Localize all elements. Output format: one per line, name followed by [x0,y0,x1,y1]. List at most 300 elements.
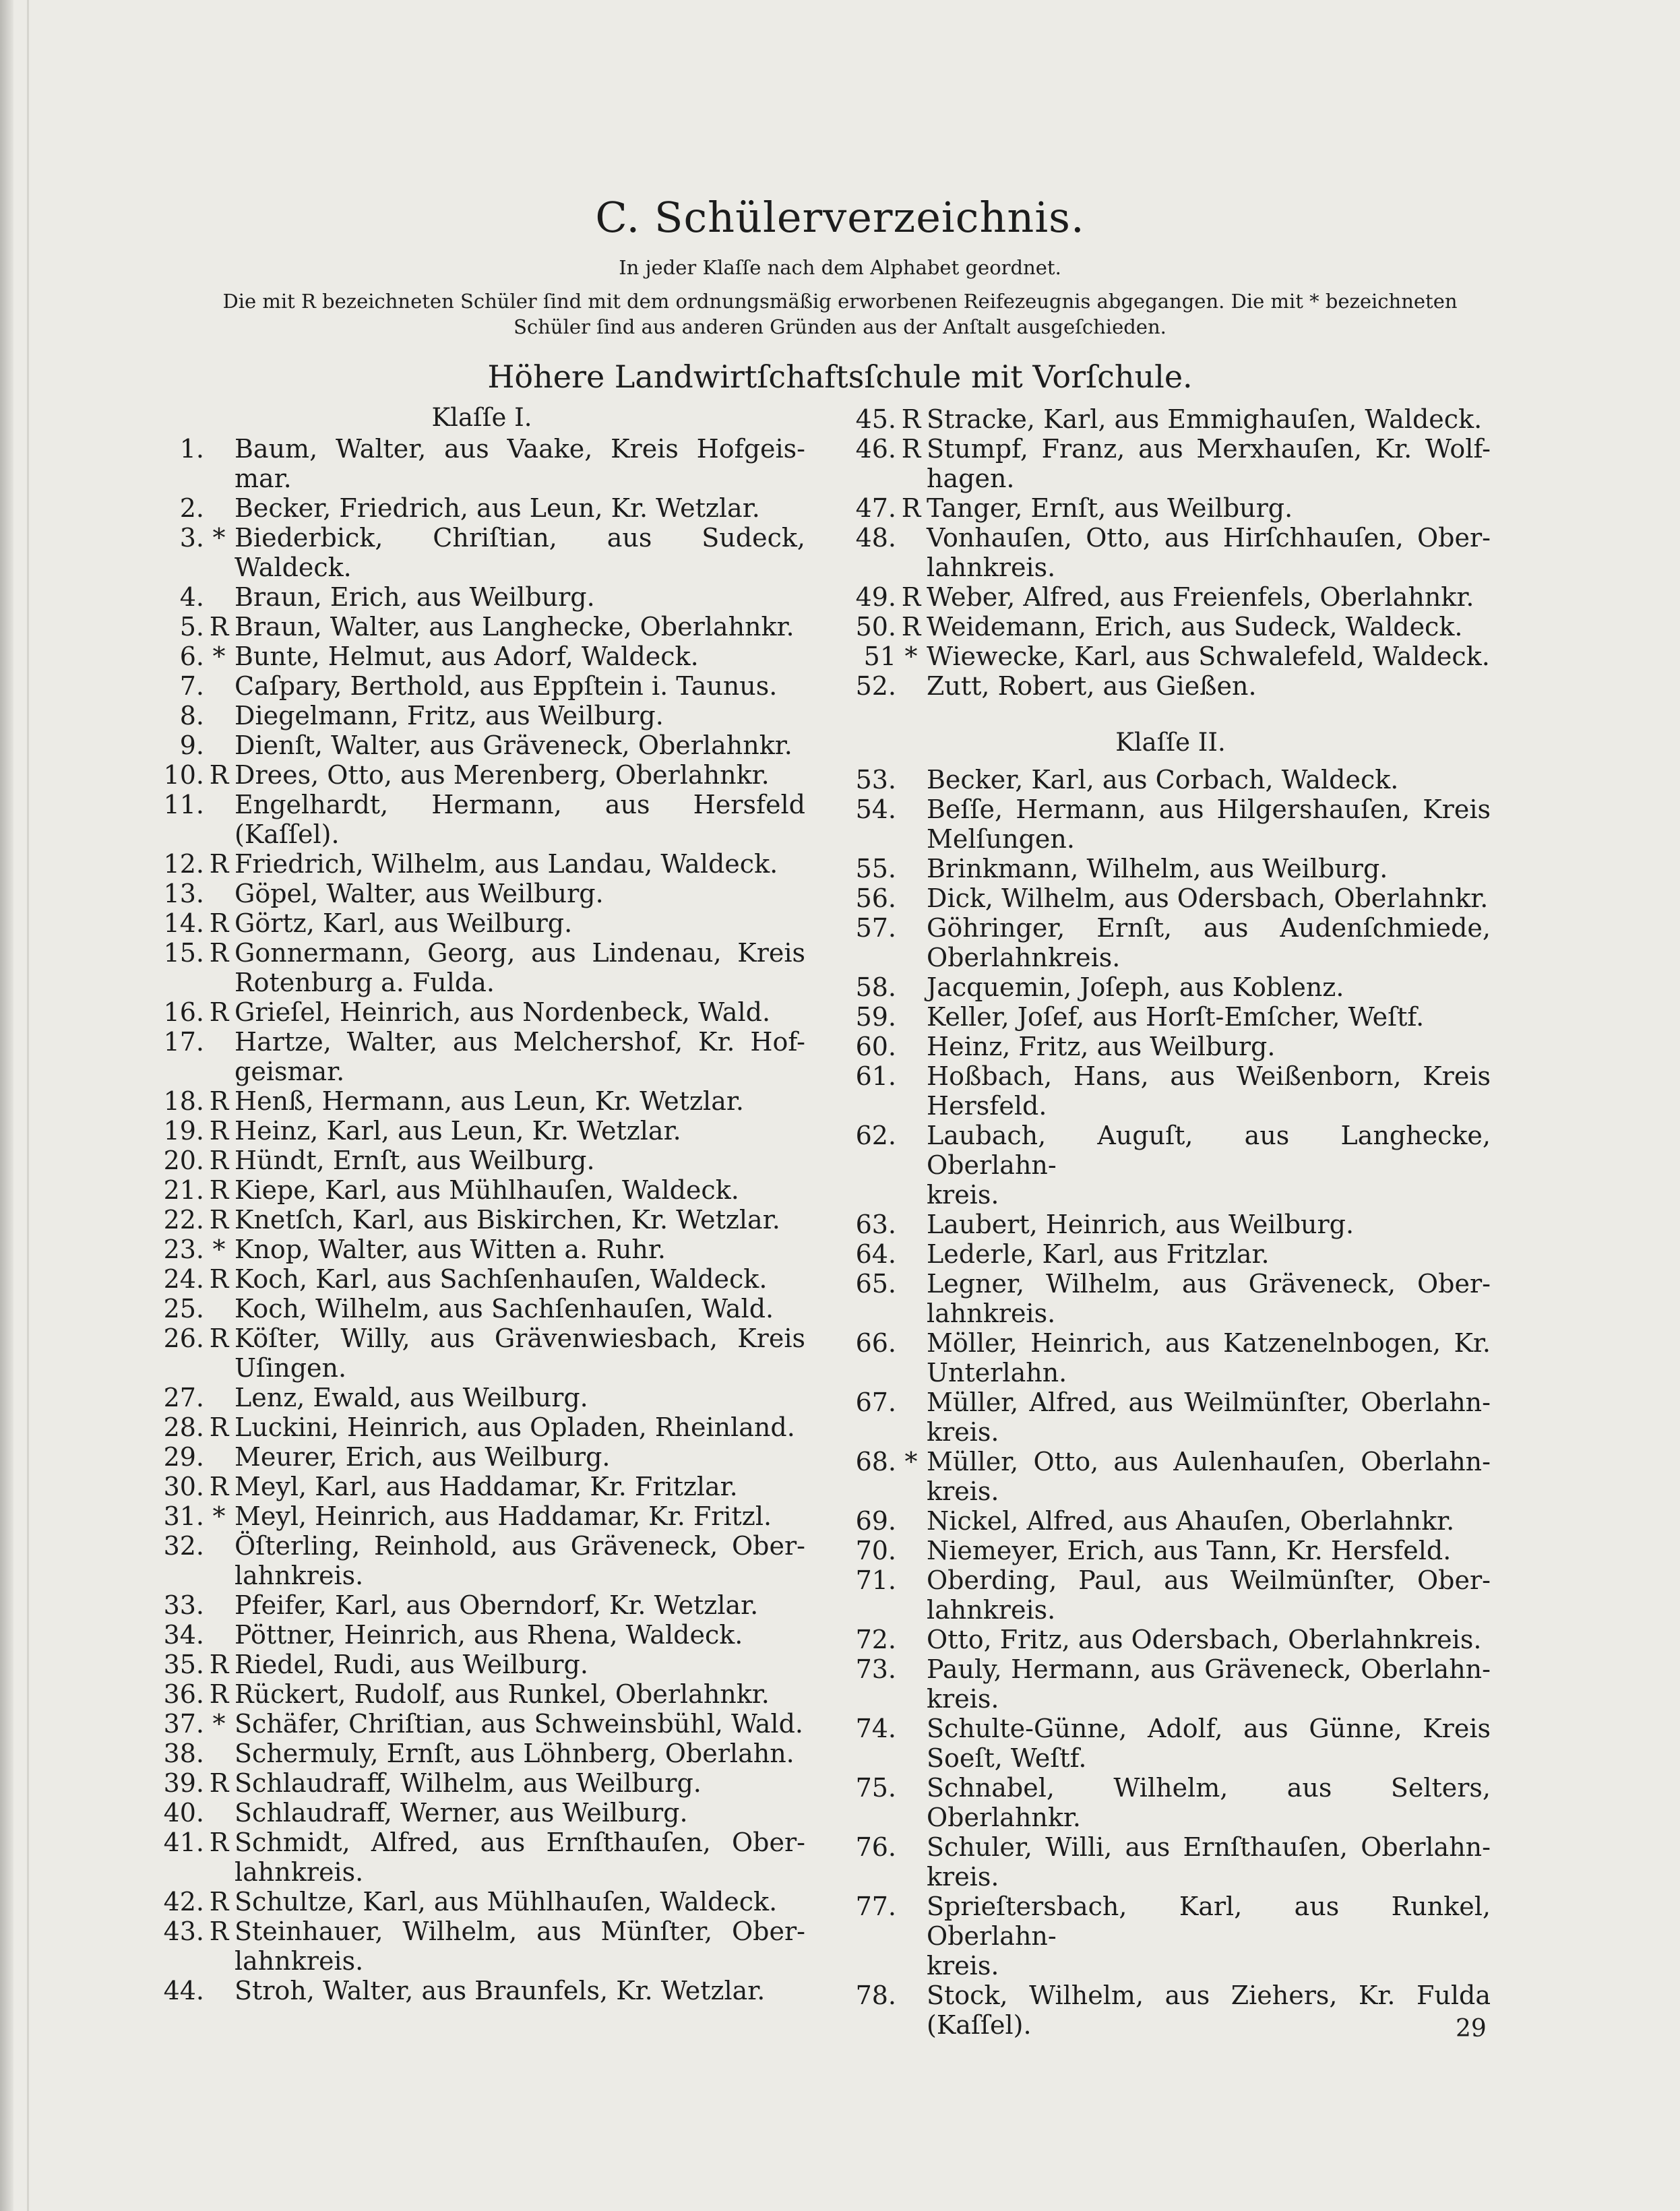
entry-number: 30. [163,1472,204,1501]
entry-text: Schäfer, Chriſtian, aus Schweinsbühl, Wald. [235,1709,803,1739]
entry-text: Brinkmann, Wilhelm, aus Weilburg. [927,854,1388,883]
entry-mark: R [209,1650,229,1679]
list-item [158,1086,805,1116]
entry-text: Knop, Walter, aus Witten a. Ruhr. [235,1235,666,1264]
entry-number: 78. [855,1981,896,2010]
entry-text: Vonhauſen, Otto, aus Hirſchhauſen, Ober- [927,523,1491,553]
entry-number: 76. [855,1832,896,1862]
entry-text: Knetſch, Karl, aus Biskirchen, Kr. Wetzlar. [235,1205,780,1235]
entry-text: Friedrich, Wilhelm, aus Landau, Waldeck. [235,849,778,879]
entry-continuation: lahnkreis. [927,1299,1056,1328]
entry-number: 38. [163,1739,204,1768]
entry-number: 75. [855,1773,896,1803]
entry-text: Luckini, Heinrich, aus Opladen, Rheinland. [235,1412,795,1442]
entry-text: Engelhardt, Hermann, aus Hersfeld (Kaſſel). [235,790,805,849]
list-item [158,1620,805,1650]
list-item [850,1328,1491,1388]
list-item [850,795,1491,854]
entry-mark: * [212,1501,226,1531]
entry-mark: R [209,1264,229,1294]
list-item [158,1383,805,1412]
entry-number: 63. [855,1210,896,1239]
entry-number: 69. [855,1506,896,1536]
list-item [158,1146,805,1175]
list-item [158,938,805,997]
entry-number: 18. [163,1086,204,1116]
entry-mark: R [209,1116,229,1146]
list-item [850,1506,1491,1536]
entry-text: Riedel, Rudi, aus Weilburg. [235,1650,588,1679]
entry-text: Schultze, Karl, aus Mühlhauſen, Waldeck. [235,1887,778,1917]
list-item [158,730,805,760]
entry-text: Gonnermann, Georg, aus Lindenau, Kreis [235,938,805,968]
entry-text: Göpel, Walter, aus Weilburg. [235,879,604,908]
list-item [158,1828,805,1887]
entry-text: Dienſt, Walter, aus Gräveneck, Oberlahnkr. [235,730,792,760]
entry-mark: * [904,1447,918,1476]
entry-text: Lenz, Ewald, aus Weilburg. [235,1383,588,1412]
entry-number: 77. [855,1892,896,1921]
entry-number: 39. [163,1768,204,1798]
list-item [158,493,805,523]
entry-number: 19. [163,1116,204,1146]
entry-continuation: kreis. [927,1862,999,1892]
list-item [850,493,1491,523]
entry-mark: R [209,1917,229,1946]
entry-text: Laubert, Heinrich, aus Weilburg. [927,1210,1355,1239]
right-column-klasse-2 [850,765,1491,2040]
entry-number: 29. [163,1442,204,1472]
entry-number: 41. [163,1828,204,1857]
list-item [158,1739,805,1768]
entry-number: 59. [855,1002,896,1032]
entry-mark: R [209,849,229,879]
entry-text: Rückert, Rudolf, aus Runkel, Oberlahnkr. [235,1679,770,1709]
entry-text: Pauly, Hermann, aus Gräveneck, Oberlahn- [927,1654,1491,1684]
entry-number: 23. [163,1235,204,1264]
entry-mark: R [209,1828,229,1857]
entry-number: 60. [855,1032,896,1061]
entry-text: Görtz, Karl, aus Weilburg. [235,908,573,938]
list-item [158,1887,805,1917]
list-item [158,612,805,642]
entry-text: Hoßbach, Hans, aus Weißenborn, Kreis [927,1061,1491,1091]
list-item [850,972,1491,1002]
entry-text: Jacquemin, Joſeph, aus Koblenz. [927,972,1344,1002]
entry-mark: * [212,642,226,671]
entry-mark: * [212,523,226,553]
entry-number: 51 [863,642,896,671]
entry-text: Biederbick, Chriſtian, aus Sudeck, Waldeck. [235,523,805,582]
entry-number: 33. [163,1590,204,1620]
entry-mark: R [209,997,229,1027]
entry-mark: R [209,1679,229,1709]
entry-text: Braun, Erich, aus Weilburg. [235,582,595,612]
entry-number: 53. [855,765,896,795]
entry-number: 74. [855,1714,896,1743]
entry-text: Koch, Wilhelm, aus Sachſenhauſen, Wald. [235,1294,774,1324]
entry-number: 48. [855,523,896,553]
entry-text: Pfeifer, Karl, aus Oberndorf, Kr. Wetzlar. [235,1590,759,1620]
entry-number: 45. [855,404,896,434]
entry-number: 49. [855,582,896,612]
list-item [850,1832,1491,1892]
entry-number: 71. [855,1565,896,1595]
entry-number: 4. [179,582,204,612]
list-item [158,642,805,671]
list-item [158,1116,805,1146]
entry-continuation: Hersfeld. [927,1091,1047,1121]
entry-text: Becker, Friedrich, aus Leun, Kr. Wetzlar. [235,493,760,523]
entry-mark: R [901,582,921,612]
entry-mark: R [209,1887,229,1917]
list-item [158,1679,805,1709]
left-column [158,434,805,2005]
list-item [850,671,1491,701]
entry-mark: R [901,404,921,434]
entry-number: 10. [163,760,204,790]
entry-continuation: lahnkreis. [235,1946,364,1976]
list-item [850,523,1491,582]
list-item [158,1442,805,1472]
list-item [158,879,805,908]
entry-number: 54. [855,795,896,824]
entry-number: 7. [179,671,204,701]
entry-text: Becker, Karl, aus Corbach, Waldeck. [927,765,1399,795]
list-item [158,1412,805,1442]
entry-text: Zutt, Robert, aus Gießen. [927,671,1257,701]
entry-number: 14. [163,908,204,938]
entry-text: Hartze, Walter, aus Melchershof, Kr. Hof- [235,1027,805,1057]
list-item [850,1269,1491,1328]
intro-line-1: In jeder Klaſſe nach dem Alphabet geordnet. [619,256,1061,279]
entry-text: Weidemann, Erich, aus Sudeck, Waldeck. [927,612,1463,642]
entry-number: 57. [855,913,896,943]
entry-number: 35. [163,1650,204,1679]
entry-text: Dick, Wilhelm, aus Odersbach, Oberlahnkr. [927,883,1489,913]
entry-number: 15. [163,938,204,968]
entry-continuation: lahnkreis. [927,1595,1056,1625]
entry-number: 12. [163,849,204,879]
list-item [850,1773,1491,1832]
entry-mark: R [209,1205,229,1235]
entry-number: 27. [163,1383,204,1412]
entry-text: Meyl, Karl, aus Haddamar, Kr. Fritzlar. [235,1472,738,1501]
entry-text: Baum, Walter, aus Vaake, Kreis Hofgeis- [235,434,805,464]
entry-text: Möller, Heinrich, aus Katzenelnbogen, Kr. [927,1328,1491,1358]
entry-mark: R [209,1086,229,1116]
list-item [850,1565,1491,1625]
entry-continuation: Uſingen. [235,1353,347,1383]
entry-mark: R [901,434,921,464]
list-item [850,1388,1491,1447]
entry-text: Stumpf, Franz, aus Merxhauſen, Kr. Wolf- [927,434,1491,464]
list-item [850,913,1491,972]
entry-mark: * [904,642,918,671]
entry-mark: R [209,1768,229,1798]
entry-number: 31. [163,1501,204,1531]
list-item [850,582,1491,612]
entry-text: Beſſe, Hermann, aus Hilgershauſen, Kreis [927,795,1491,824]
entry-continuation: kreis. [927,1951,999,1981]
list-item [158,1472,805,1501]
klasse-2-heading: Klaſſe II. [1115,728,1226,757]
entry-text: Göhringer, Ernſt, aus Audenſchmiede, [927,913,1491,943]
list-item [158,1324,805,1383]
list-item [850,765,1491,795]
entry-text: Schlaudraff, Werner, aus Weilburg. [235,1798,688,1828]
list-item [158,1264,805,1294]
entry-continuation: kreis. [927,1417,999,1447]
entry-number: 21. [163,1175,204,1205]
list-item [850,1239,1491,1269]
entry-number: 68. [855,1447,896,1476]
entry-continuation: kreis. [927,1180,999,1210]
entry-mark: R [209,760,229,790]
entry-text: Koch, Karl, aus Sachſenhauſen, Waldeck. [235,1264,768,1294]
entry-mark: R [209,1412,229,1442]
entry-continuation: lahnkreis. [235,1857,364,1887]
list-item [158,1531,805,1590]
entry-text: Stock, Wilhelm, aus Ziehers, Kr. Fulda [927,1981,1491,2010]
entry-text: Heinz, Fritz, aus Weilburg. [927,1032,1276,1061]
entry-text: Schmidt, Alfred, aus Ernſthauſen, Ober- [235,1828,805,1857]
page-number: 29 [1456,2015,1487,2043]
entry-continuation: Melſungen. [927,824,1075,854]
entry-text: Laubach, Auguſt, aus Langhecke, Oberlahn- [927,1121,1491,1180]
entry-text: Drees, Otto, aus Merenberg, Oberlahnkr. [235,760,770,790]
entry-text: Bunte, Helmut, aus Adorf, Waldeck. [235,642,699,671]
list-item [158,1917,805,1976]
entry-continuation: lahnkreis. [235,1561,364,1590]
page-edge [0,0,13,2211]
entry-number: 9. [179,730,204,760]
entry-mark: R [901,493,921,523]
list-item [850,1536,1491,1565]
entry-text: Stracke, Karl, aus Emmighauſen, Waldeck. [927,404,1483,434]
list-item [158,434,805,493]
klasse-1-heading: Klaſſe I. [431,403,532,432]
entry-number: 56. [855,883,896,913]
entry-text: Sprieſtersbach, Karl, aus Runkel, Oberlahn- [927,1892,1491,1951]
entry-number: 11. [163,790,204,819]
entry-text: Henß, Hermann, aus Leun, Kr. Wetzlar. [235,1086,744,1116]
list-item [850,404,1491,434]
list-item [158,1976,805,2005]
entry-continuation: Oberlahnkreis. [927,943,1121,972]
entry-number: 28. [163,1412,204,1442]
entry-text: Braun, Walter, aus Langhecke, Oberlahnkr. [235,612,795,642]
entry-number: 65. [855,1269,896,1299]
list-item [158,908,805,938]
list-item [158,701,805,730]
intro-line-3: Schüler ſind aus anderen Gründen aus der Anſtalt ausgeſchieden. [514,315,1166,338]
list-item [850,1002,1491,1032]
entry-number: 32. [163,1531,204,1561]
list-item [158,1709,805,1739]
entry-number: 1. [179,434,204,464]
list-item [850,1625,1491,1654]
entry-mark: R [209,612,229,642]
list-item [158,1768,805,1798]
entry-number: 61. [855,1061,896,1091]
entry-mark: * [212,1235,226,1264]
entry-number: 6. [179,642,204,671]
list-item [158,1798,805,1828]
entry-number: 44. [163,1976,204,2005]
entry-number: 70. [855,1536,896,1565]
entry-text: Tanger, Ernſt, aus Weilburg. [927,493,1293,523]
entry-number: 50. [855,612,896,642]
entry-number: 34. [163,1620,204,1650]
list-item [158,790,805,849]
entry-text: Kiepe, Karl, aus Mühlhauſen, Waldeck. [235,1175,739,1205]
entry-mark: R [209,908,229,938]
list-item [158,1027,805,1086]
entry-text: Stroh, Walter, aus Braunfels, Kr. Wetzlar. [235,1976,766,2005]
entry-text: Oberding, Paul, aus Weilmünſter, Ober- [927,1565,1491,1595]
list-item [850,883,1491,913]
entry-continuation: kreis. [927,1476,999,1506]
list-item [850,1210,1491,1239]
entry-number: 26. [163,1324,204,1353]
entry-continuation: (Kaſſel). [927,2010,1032,2040]
entry-text: Legner, Wilhelm, aus Gräveneck, Ober- [927,1269,1491,1299]
list-item [158,671,805,701]
entry-continuation: kreis. [927,1684,999,1714]
entry-text: Heinz, Karl, aus Leun, Kr. Wetzlar. [235,1116,681,1146]
entry-mark: * [212,1709,226,1739]
entry-continuation: hagen. [927,464,1015,493]
entry-continuation: Soeſt, Weſtf. [927,1743,1087,1773]
list-item [850,1714,1491,1773]
entry-continuation: Unterlahn. [927,1358,1067,1388]
list-item [850,1981,1491,2040]
entry-number: 20. [163,1146,204,1175]
entry-text: Müller, Otto, aus Aulenhauſen, Oberlahn- [927,1447,1491,1476]
list-item [158,1205,805,1235]
list-item [850,1654,1491,1714]
entry-number: 55. [855,854,896,883]
list-item [158,1590,805,1620]
entry-number: 2. [179,493,204,523]
list-item [850,612,1491,642]
entry-text: Schlaudraff, Wilhelm, aus Weilburg. [235,1768,702,1798]
entry-text: Schuler, Willi, aus Ernſthauſen, Oberlahn- [927,1832,1491,1862]
entry-text: Nickel, Alfred, aus Ahauſen, Oberlahnkr. [927,1506,1455,1536]
entry-text: Köſter, Willy, aus Grävenwiesbach, Kreis [235,1324,805,1353]
entry-number: 73. [855,1654,896,1684]
list-item [158,849,805,879]
entry-text: Steinhauer, Wilhelm, aus Münſter, Ober- [235,1917,805,1946]
list-item [850,1032,1491,1061]
entry-number: 67. [855,1388,896,1417]
entry-text: Lederle, Karl, aus Fritzlar. [927,1239,1270,1269]
entry-number: 16. [163,997,204,1027]
entry-number: 22. [163,1205,204,1235]
list-item [158,1175,805,1205]
entry-number: 64. [855,1239,896,1269]
list-item [158,760,805,790]
list-item [850,642,1491,671]
entry-mark: R [209,1146,229,1175]
entry-text: Schulte-Günne, Adolf, aus Günne, Kreis [927,1714,1491,1743]
list-item [850,854,1491,883]
entry-number: 17. [163,1027,204,1057]
entry-number: 5. [179,612,204,642]
entry-text: Diegelmann, Fritz, aus Weilburg. [235,701,664,730]
entry-number: 13. [163,879,204,908]
entry-number: 24. [163,1264,204,1294]
entry-number: 3. [179,523,204,553]
list-item [158,523,805,582]
entry-number: 46. [855,434,896,464]
entry-number: 52. [855,671,896,701]
list-item [850,1061,1491,1121]
list-item [850,1892,1491,1981]
entry-text: Schermuly, Ernſt, aus Löhnberg, Oberlahn. [235,1739,795,1768]
entry-number: 62. [855,1121,896,1150]
entry-number: 47. [855,493,896,523]
entry-number: 37. [163,1709,204,1739]
entry-text: Öſterling, Reinhold, aus Gräveneck, Ober- [235,1531,805,1561]
entry-mark: R [209,1175,229,1205]
entry-text: Hündt, Ernſt, aus Weilburg. [235,1146,595,1175]
entry-text: Pöttner, Heinrich, aus Rhena, Waldeck. [235,1620,743,1650]
entry-number: 66. [855,1328,896,1358]
entry-number: 40. [163,1798,204,1828]
list-item [158,1650,805,1679]
list-item [158,582,805,612]
entry-mark: R [901,612,921,642]
list-item [850,1447,1491,1506]
entry-number: 25. [163,1294,204,1324]
entry-text: Meurer, Erich, aus Weilburg. [235,1442,611,1472]
entry-mark: R [209,1324,229,1353]
list-item [850,1121,1491,1210]
list-item [158,1235,805,1264]
entry-number: 43. [163,1917,204,1946]
entry-text: Weber, Alfred, aus Freienfels, Oberlahnkr. [927,582,1474,612]
entry-text: Schnabel, Wilhelm, aus Selters, Oberlahnkr. [927,1773,1491,1832]
entry-text: Grieſel, Heinrich, aus Nordenbeck, Wald. [235,997,771,1027]
entry-number: 8. [179,701,204,730]
list-item [158,1294,805,1324]
page-crease [27,0,29,2211]
list-item [158,997,805,1027]
entry-text: Meyl, Heinrich, aus Haddamar, Kr. Fritzl. [235,1501,772,1531]
page-title: C. Schülerverzeichnis. [595,193,1085,242]
entry-number: 36. [163,1679,204,1709]
entry-text: Otto, Fritz, aus Odersbach, Oberlahnkreis. [927,1625,1482,1654]
list-item [850,434,1491,493]
entry-text: Keller, Joſef, aus Horſt-Emſcher, Weſtf. [927,1002,1425,1032]
entry-number: 58. [855,972,896,1002]
entry-text: Wiewecke, Karl, aus Schwalefeld, Waldeck. [927,642,1490,671]
entry-text: Caſpary, Berthold, aus Eppſtein i. Taunus. [235,671,778,701]
entry-continuation: lahnkreis. [927,553,1056,582]
right-column-klasse-1 [850,404,1491,701]
entry-mark: R [209,1472,229,1501]
entry-continuation: geismar. [235,1057,345,1086]
entry-number: 42. [163,1887,204,1917]
entry-text: Müller, Alfred, aus Weilmünſter, Oberlahn- [927,1388,1491,1417]
entry-text: Niemeyer, Erich, aus Tann, Kr. Hersfeld. [927,1536,1452,1565]
section-title: Höhere Landwirtſchaftsſchule mit Vorſchule. [487,359,1193,395]
entry-mark: R [209,938,229,968]
entry-number: 72. [855,1625,896,1654]
entry-continuation: mar. [235,464,292,493]
